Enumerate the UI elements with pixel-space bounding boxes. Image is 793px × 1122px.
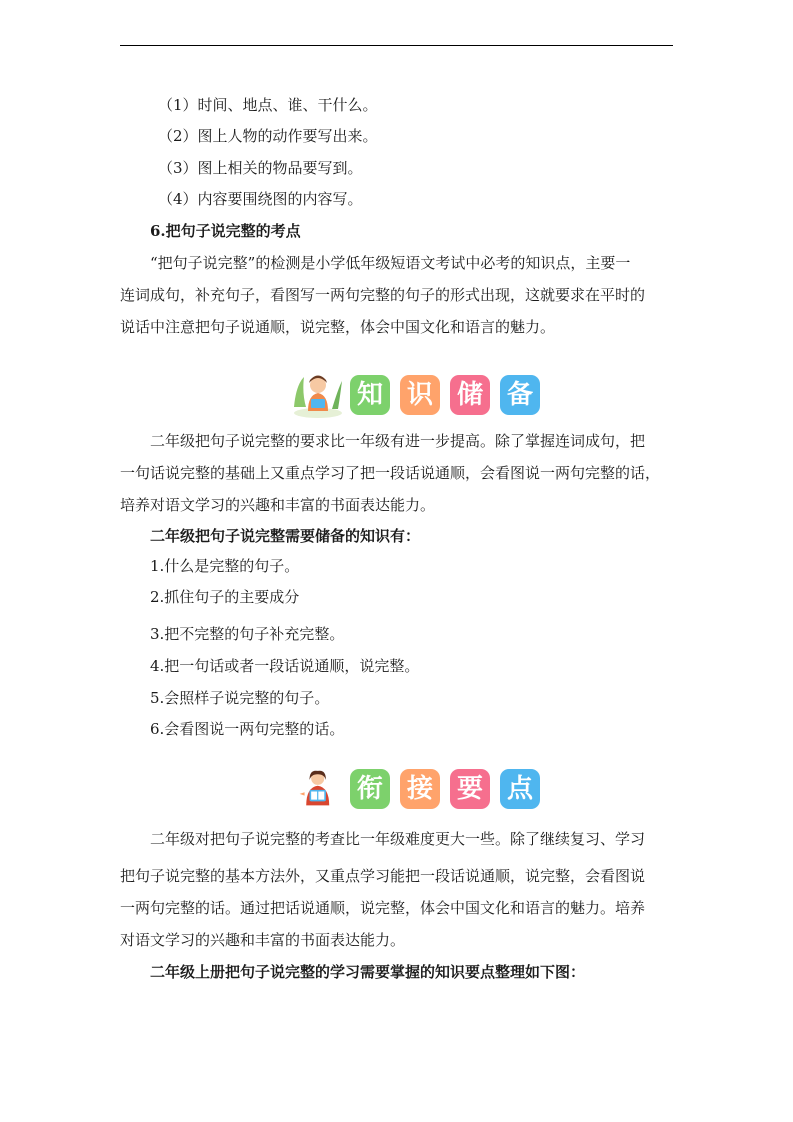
paragraph-line: 二年级把句子说完整的要求比一年级有进一步提高。除了掌握连词成句，把 bbox=[150, 432, 646, 450]
list-item: 1.什么是完整的句子。 bbox=[150, 557, 300, 575]
bridging-banner bbox=[298, 765, 550, 813]
list-item: 4.把一句话或者一段话说通顺，说完整。 bbox=[150, 657, 420, 675]
section-heading: 6.把句子说完整的考点 bbox=[150, 222, 301, 240]
teacher-reading-icon bbox=[298, 765, 344, 813]
banner-char-tile: 备 bbox=[500, 375, 540, 415]
paragraph-line: 二年级对把句子说完整的考查比一年级难度更大一些。除了继续复习、学习 bbox=[150, 830, 646, 848]
list-item: （3）图上相关的物品要写到。 bbox=[158, 159, 363, 177]
banner-char-tile: 识 bbox=[400, 375, 440, 415]
list-item: 2.抓住句子的主要成分 bbox=[150, 588, 300, 606]
paragraph-line: 说话中注意把句子说通顺，说完整，体会中国文化和语言的魅力。 bbox=[120, 318, 556, 336]
list-item: 3.把不完整的句子补充完整。 bbox=[150, 625, 345, 643]
paragraph-line: 培养对语文学习的兴趣和丰富的书面表达能力。 bbox=[120, 496, 436, 514]
banner-char-tile: 点 bbox=[500, 769, 540, 809]
section-heading: 二年级上册把句子说完整的学习需要掌握的知识要点整理如下图： bbox=[150, 963, 586, 981]
paragraph-line: 把句子说完整的基本方法外，又重点学习能把一段话说通顺，说完整，会看图说 bbox=[120, 867, 646, 885]
list-item: （4）内容要围绕图的内容写。 bbox=[158, 190, 363, 208]
banner-char-tile: 要 bbox=[450, 769, 490, 809]
paragraph-line: 连词成句，补充句子，看图写一两句完整的句子的形式出现，这就要求在平时的 bbox=[120, 286, 646, 304]
banner-char-tile: 接 bbox=[400, 769, 440, 809]
child-reading-icon bbox=[288, 371, 344, 419]
list-item: （1）时间、地点、谁、干什么。 bbox=[158, 96, 378, 114]
banner-char-tile: 储 bbox=[450, 375, 490, 415]
banner-char-tile: 知 bbox=[350, 375, 390, 415]
paragraph-line: 对语文学习的兴趣和丰富的书面表达能力。 bbox=[120, 931, 406, 949]
section-heading: 二年级把句子说完整需要储备的知识有： bbox=[150, 527, 421, 545]
list-item: 5.会照样子说完整的句子。 bbox=[150, 689, 330, 707]
paragraph-line: “把句子说完整”的检测是小学低年级短语文考试中必考的知识点，主要一 bbox=[150, 254, 631, 272]
header-rule bbox=[120, 45, 673, 46]
paragraph-line: 一句话说完整的基础上又重点学习了把一段话说通顺，会看图说一两句完整的话， bbox=[120, 464, 661, 482]
knowledge-banner bbox=[288, 371, 550, 419]
banner-char-tile: 衔 bbox=[350, 769, 390, 809]
list-item: （2）图上人物的动作要写出来。 bbox=[158, 127, 378, 145]
paragraph-line: 一两句完整的话。通过把话说通顺，说完整，体会中国文化和语言的魅力。培养 bbox=[120, 899, 646, 917]
list-item: 6.会看图说一两句完整的话。 bbox=[150, 720, 345, 738]
